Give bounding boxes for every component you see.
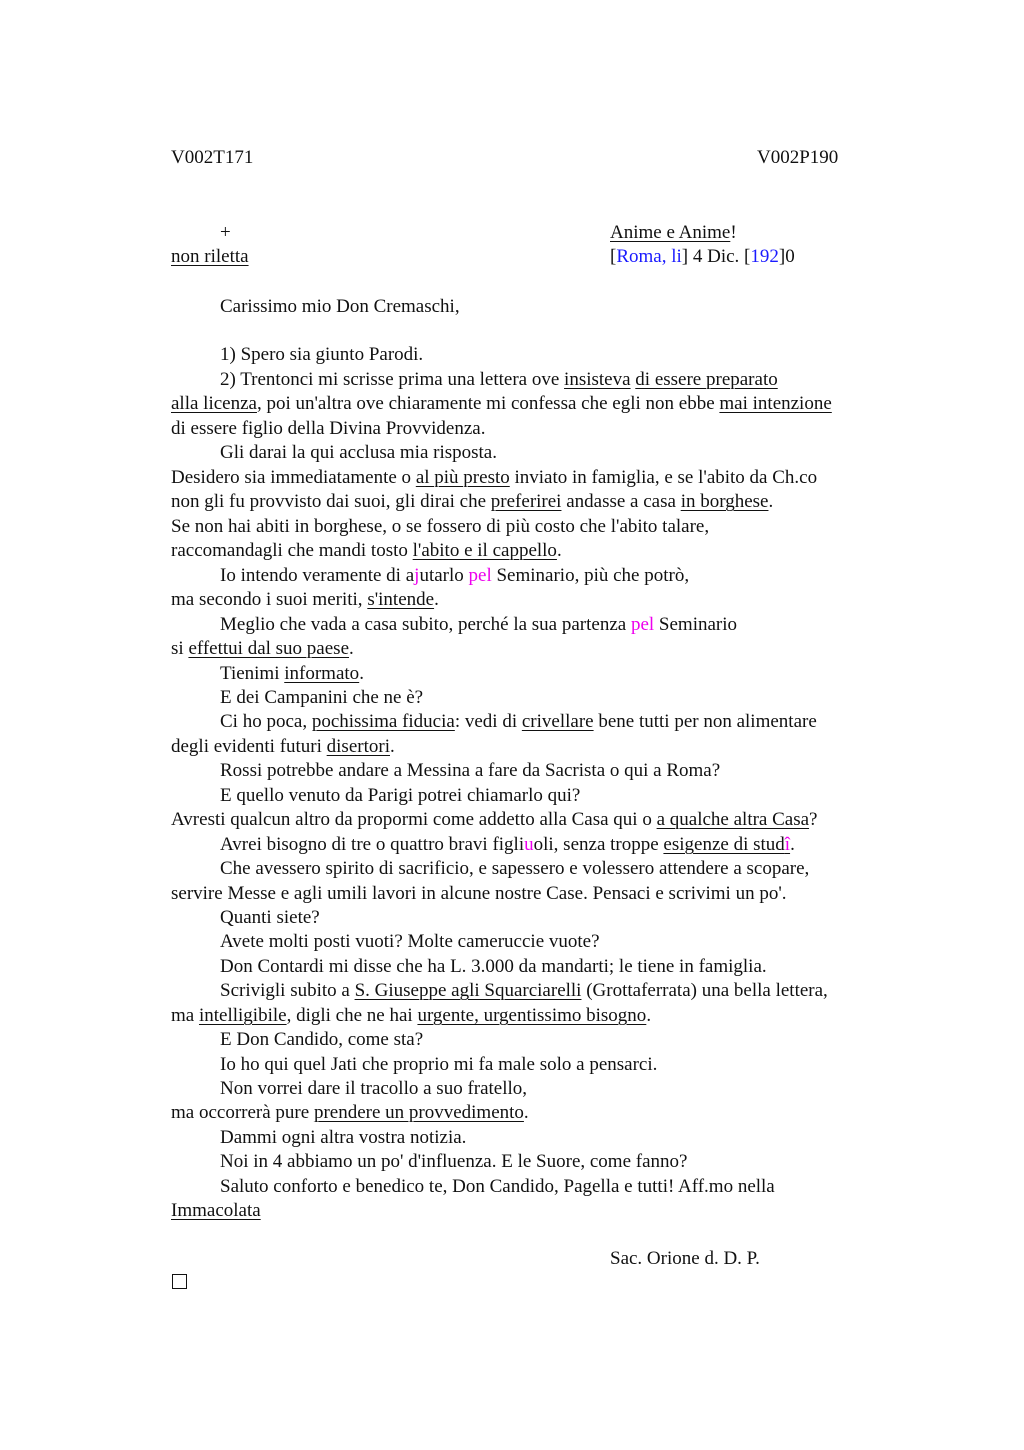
body-line: non gli fu provvisto dai suoi, gli dirai che preferirei andasse a casa in borghese. (171, 491, 774, 512)
body-line: Meglio che vada a casa subito, perché la sua partenza pel Seminario (220, 614, 738, 635)
underlined-phrase: a qualche altra Casa (656, 809, 810, 830)
unread-note: non riletta (171, 246, 249, 267)
body-line: ma occorrerà pure prendere un provvedimento. (171, 1102, 529, 1123)
salutation: Carissimo mio Don Cremaschi, (220, 296, 460, 317)
body-line: Che avessero spirito di sacrificio, e sapessero e volessero attendere a scopare, (220, 858, 810, 879)
body-line: si effettui dal suo paese. (171, 638, 354, 659)
cross-mark: + (220, 222, 231, 243)
underlined-phrase: urgente, urgentissimo bisogno (417, 1005, 647, 1026)
underlined-phrase: preferirei (490, 491, 562, 512)
editorial-letter: u (524, 834, 534, 855)
underlined-phrase: esigenze di studî (663, 834, 791, 855)
body-line: E dei Campanini che ne è? (220, 687, 424, 708)
body-line: Rossi potrebbe andare a Messina a fare da Sacrista o qui a Roma? (220, 760, 721, 781)
editorial-letter: j (414, 565, 420, 586)
body-line: degli evidenti futuri disertori. (171, 736, 395, 757)
body-line: alla licenza, poi un'altra ove chiaramente mi confessa che egli non ebbe mai intenzione (171, 393, 832, 414)
underlined-phrase: S. Giuseppe agli Squarciarelli (354, 980, 582, 1001)
body-line: Non vorrei dare il tracollo a suo fratello, (220, 1078, 528, 1099)
underlined-phrase: l'abito e il cappello (412, 540, 557, 561)
body-line: Dammi ogni altra vostra notizia. (220, 1127, 467, 1148)
body-line: Avrei bisogno di tre o quattro bravi figliuoli, senza troppe esigenze di studî. (220, 834, 795, 855)
place-name: Roma, li (616, 246, 682, 267)
underlined-phrase: intelligibile (198, 1005, 287, 1026)
body-line: Noi in 4 abbiamo un po' d'influenza. E le Suore, come fanno? (220, 1151, 688, 1172)
underlined-phrase: insisteva (564, 369, 631, 390)
body-line: ma intelligibile, digli che ne hai urgente, urgentissimo bisogno. (171, 1005, 652, 1026)
bracket-close: ] (681, 246, 689, 267)
body-line: Quanti siete? (220, 907, 320, 928)
underlined-phrase: in borghese (680, 491, 769, 512)
underlined-phrase: alla licenza (171, 393, 257, 414)
underlined-phrase: effettui dal suo paese (188, 638, 350, 659)
motto (610, 222, 737, 244)
document-code-right: V002P190 (757, 147, 839, 168)
editorial-word: pel (630, 614, 655, 635)
body-line: 2) Trentonci mi scrisse prima una lettera ove insisteva di essere preparato (220, 369, 778, 390)
body-line: E quello venuto da Parigi potrei chiamarlo qui? (220, 785, 581, 806)
underlined-phrase: informato (284, 663, 360, 684)
body-line: di essere figlio della Divina Provvidenza. (171, 418, 486, 439)
date-year-editorial: 192 (750, 246, 779, 267)
underlined-phrase: s'intende (367, 589, 435, 610)
underlined-phrase: disertori (326, 736, 390, 757)
motto-text: Anime e Anime (610, 222, 731, 243)
underlined-phrase: mai intenzione (719, 393, 832, 414)
body-line: Saluto conforto e benedico te, Don Candido, Pagella e tutti! Aff.mo nella (220, 1176, 775, 1197)
body-line: Io ho qui quel Jati che proprio mi fa male solo a pensarci. (220, 1054, 658, 1075)
checkbox-square-icon (172, 1274, 187, 1289)
editorial-letter: î (784, 834, 791, 855)
underlined-phrase: al più presto (415, 467, 510, 488)
body-line: Scrivigli subito a S. Giuseppe agli Squarciarelli (Grottaferrata) una bella lettera, (220, 980, 828, 1001)
body-line: servire Messe e agli umili lavori in alcune nostre Case. Pensaci e scrivimi un po'. (171, 883, 787, 904)
body-line: ma secondo i suoi meriti, s'intende. (171, 589, 439, 610)
motto-exclamation: ! (730, 222, 737, 243)
body-line: Immacolata (171, 1200, 261, 1221)
bracket-open: [ (610, 246, 617, 267)
body-line: Gli darai la qui acclusa mia risposta. (220, 442, 497, 463)
body-line: Avresti qualcun altro da propormi come addetto alla Casa qui o a qualche altra Casa? (171, 809, 818, 830)
body-line: Don Contardi mi disse che ha L. 3.000 da mandarti; le tiene in famiglia. (220, 956, 767, 977)
body-line: raccomandagli che mandi tosto l'abito e il cappello. (171, 540, 562, 561)
underlined-phrase: prendere un provvedimento (313, 1102, 524, 1123)
body-line: Avete molti posti vuoti? Molte cameruccie vuote? (220, 931, 600, 952)
body-line: 1) Spero sia giunto Parodi. (220, 344, 424, 365)
underlined-phrase: crivellare (521, 711, 594, 732)
editorial-word: pel (468, 565, 492, 586)
body-line: Ci ho poca, pochissima fiducia: vedi di crivellare bene tutti per non alimentare (220, 711, 817, 732)
body-line: E Don Candido, come sta? (220, 1029, 424, 1050)
date-text: 4 Dic. [ (688, 246, 751, 267)
place-date (610, 246, 795, 268)
underlined-phrase: pochissima fiducia (311, 711, 455, 732)
body-line: Tienimi informato. (220, 663, 364, 684)
underlined-phrase: di essere preparato (635, 369, 778, 390)
body-line: Desidero sia immediatamente o al più presto inviato in famiglia, e se l'abito da Ch.co (171, 467, 818, 488)
signature: Sac. Orione d. D. P. (610, 1248, 760, 1269)
date-end: ]0 (778, 246, 795, 267)
body-line: Io intendo veramente di ajutarlo pel Seminario, più che potrò, (220, 565, 690, 586)
document-code-left: V002T171 (171, 147, 254, 168)
body-line: Se non hai abiti in borghese, o se fossero di più costo che l'abito talare, (171, 516, 710, 537)
